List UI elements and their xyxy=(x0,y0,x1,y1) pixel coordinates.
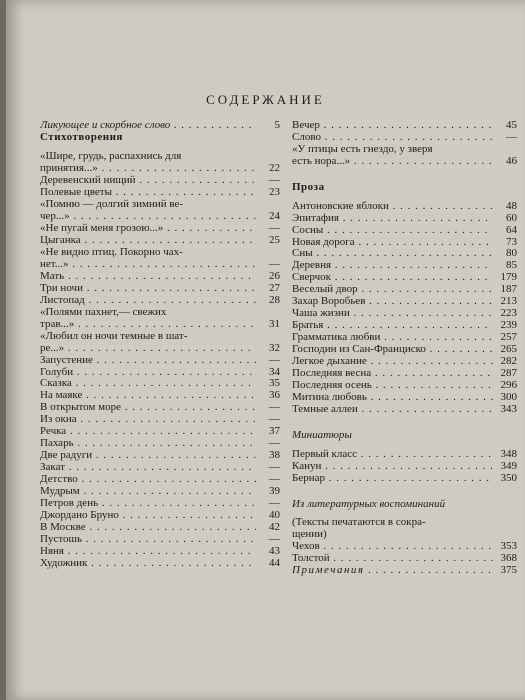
toc-entry xyxy=(292,308,517,320)
toc-entry xyxy=(292,392,517,404)
toc-entry-title: «Не пугай меня грозою...» . . . xyxy=(40,223,256,235)
toc-entry-page: 353 xyxy=(500,540,517,553)
toc-entry-title: «Не видно птиц. Покорно чах- xyxy=(40,246,183,258)
toc-entry-title: принятия...» . . . xyxy=(40,163,256,175)
toc-entry-page: 27 xyxy=(269,281,280,294)
toc-entry-title: Проза xyxy=(292,181,325,193)
toc-entry-page: 22 xyxy=(269,161,280,174)
toc-entry-title: Ликующее и скорбное слово . . . xyxy=(40,120,256,132)
toc-entry xyxy=(292,272,517,284)
toc-entry-title: Захар Воробьев . . . xyxy=(292,296,493,308)
toc-entry xyxy=(40,199,280,211)
toc-entry-title: Закат . . . xyxy=(40,462,256,474)
toc-entry-title: Няня . . . xyxy=(40,546,256,558)
toc-entry-title: Цыганка . . . xyxy=(40,235,256,247)
toc-entry-title: Из литературных воспоминаний xyxy=(292,498,446,510)
toc-entry-page: 32 xyxy=(269,341,280,354)
toc-entry-title: Сказка . . . xyxy=(40,378,256,390)
toc-entry-title: Антоновские яблоки . . . xyxy=(292,201,493,213)
toc-entry-title: Последняя осень . . . xyxy=(292,380,493,392)
toc-entry xyxy=(292,461,517,473)
toc-entry xyxy=(40,486,280,498)
book-page xyxy=(6,0,525,700)
toc-entry-title: Вечер . . . xyxy=(292,120,493,132)
toc-entry xyxy=(40,522,280,534)
toc-entry-title: В открытом море . . . xyxy=(40,402,256,414)
toc-entry xyxy=(40,223,280,235)
toc-entry-page: 73 xyxy=(506,235,517,248)
toc-entry xyxy=(40,558,280,570)
toc-entry-page: 5 xyxy=(274,119,280,131)
toc-entry xyxy=(292,529,517,541)
toc-entry-page: — xyxy=(506,130,517,143)
toc-entry-title: Деревенский нищий . . . xyxy=(40,175,256,187)
toc-entry xyxy=(40,283,280,295)
toc-entry-page: 36 xyxy=(269,389,280,402)
toc-entry-title: Последняя весна . . . xyxy=(292,368,493,380)
toc-entry-page: 25 xyxy=(269,233,280,246)
toc-entry-title: Веселый двор . . . xyxy=(292,284,493,296)
toc-entry-title: Две радуги . . . xyxy=(40,450,256,462)
toc-entry-page: 257 xyxy=(500,331,517,344)
toc-entry-page: 45 xyxy=(506,119,517,131)
toc-entry xyxy=(40,462,280,474)
toc-entry-title: Примечания . . . xyxy=(292,565,493,577)
toc-entry-title: Голуби . . . xyxy=(40,367,256,379)
toc-entry-title: Первый класс . . . xyxy=(292,449,493,461)
toc-entry xyxy=(40,120,280,132)
toc-entry xyxy=(292,284,517,296)
toc-entry-title: есть нора...» . . . xyxy=(292,156,493,168)
toc-entry-title: Запустение . . . xyxy=(40,355,256,367)
toc-entry xyxy=(40,534,280,546)
toc-entry-title: Новая дорога . . . xyxy=(292,237,493,249)
toc-entry-title: Митина любовь . . . xyxy=(292,392,493,404)
toc-entry xyxy=(292,225,517,237)
toc-entry-page: — xyxy=(269,401,280,414)
toc-entry-page: — xyxy=(269,257,280,270)
toc-entry xyxy=(292,201,517,213)
toc-entry-title: Петров день . . . xyxy=(40,498,256,510)
toc-entry xyxy=(40,187,280,199)
toc-entry xyxy=(292,344,517,356)
toc-entry-title: Стихотворения xyxy=(40,131,123,143)
toc-entry-page: 42 xyxy=(269,521,280,534)
toc-entry xyxy=(292,541,517,553)
toc-entry-title: На маяке . . . xyxy=(40,390,256,402)
toc-entry-page: 343 xyxy=(500,403,517,416)
toc-entry-title: Мать . . . xyxy=(40,271,256,283)
toc-entry-title: Речка . . . xyxy=(40,426,256,438)
toc-entry-title: Деревня . . . xyxy=(292,260,493,272)
toc-entry-title: Детство . . . xyxy=(40,474,256,486)
toc-entry-title: «У птицы есть гнездо, у зверя xyxy=(292,143,433,155)
toc-entry-page: 85 xyxy=(506,259,517,272)
toc-entry-title: Сны . . . xyxy=(292,248,493,260)
toc-entry-title: Легкое дыхание . . . xyxy=(292,356,493,368)
toc-entry xyxy=(40,247,280,259)
toc-entry xyxy=(40,402,280,414)
toc-entry xyxy=(40,331,280,343)
toc-entry-page: 265 xyxy=(500,343,517,356)
toc-entry-page: — xyxy=(269,353,280,366)
toc-entry-page: 44 xyxy=(269,557,280,570)
toc-entry xyxy=(40,259,280,271)
toc-entry xyxy=(292,332,517,344)
toc-entry-title: Чаша жизни . . . xyxy=(292,308,493,320)
toc-entry-page: 37 xyxy=(269,425,280,438)
toc-entry xyxy=(40,450,280,462)
toc-entry xyxy=(40,163,280,175)
toc-entry-page: 23 xyxy=(269,185,280,198)
toc-entry xyxy=(40,151,280,163)
toc-entry-title: Три ночи . . . xyxy=(40,283,256,295)
toc-entry-page: 40 xyxy=(269,509,280,522)
toc-entry-page: 39 xyxy=(269,485,280,498)
toc-entry-title: Грамматика любви . . . xyxy=(292,332,493,344)
toc-entry-title: «Полями пахнет,— свежих xyxy=(40,306,167,318)
toc-entry xyxy=(292,565,517,577)
toc-entry-title: чер...» . . . xyxy=(40,211,256,223)
toc-entry-page: 375 xyxy=(500,564,517,577)
toc-entry-title: трав...» . . . xyxy=(40,319,256,331)
toc-entry xyxy=(40,295,280,307)
toc-entry-page: 296 xyxy=(500,379,517,392)
toc-entry-page: 349 xyxy=(500,459,517,472)
toc-entry xyxy=(292,380,517,392)
toc-entry xyxy=(292,132,517,144)
toc-entry-page: — xyxy=(269,413,280,426)
toc-entry xyxy=(40,319,280,331)
toc-entry-title: (Тексты печатаются в сокра- xyxy=(292,517,426,529)
toc-entry-title: Сверчок . . . xyxy=(292,272,493,284)
toc-entry xyxy=(292,430,517,442)
toc-entry-title: нет...» . . . xyxy=(40,259,256,271)
toc-entry-page: 213 xyxy=(500,295,517,308)
toc-entry-page: 64 xyxy=(506,223,517,236)
toc-entry-title: Эпитафия . . . xyxy=(292,213,493,225)
toc-entry-page: 350 xyxy=(500,471,517,484)
toc-entry-title: Мудрым . . . xyxy=(40,486,256,498)
toc-entry xyxy=(292,404,517,416)
toc-entry xyxy=(40,307,280,319)
toc-entry-title: ре...» . . . xyxy=(40,343,256,355)
toc-entry-title: Слово . . . xyxy=(292,132,493,144)
toc-entry xyxy=(40,343,280,355)
toc-entry-page: — xyxy=(269,533,280,546)
toc-entry-page: 348 xyxy=(500,447,517,460)
toc-entry xyxy=(292,499,517,511)
toc-entry-page: — xyxy=(269,437,280,450)
toc-entry xyxy=(40,175,280,187)
toc-entry-title: Бернар . . . xyxy=(292,473,493,485)
toc-entry-title: Пахарь . . . xyxy=(40,438,256,450)
toc-entry xyxy=(40,414,280,426)
toc-entry-title: «Шире, грудь, распахнись для xyxy=(40,150,182,162)
toc-entry xyxy=(40,235,280,247)
toc-entry-title: Толстой . . . xyxy=(292,553,493,565)
toc-entry xyxy=(40,367,280,379)
toc-entry xyxy=(292,156,517,168)
toc-entry xyxy=(292,213,517,225)
toc-entry-page: — xyxy=(269,173,280,186)
toc-entry-page: — xyxy=(269,221,280,234)
toc-left-column xyxy=(40,120,280,570)
toc-entry xyxy=(40,211,280,223)
toc-entry-page: 368 xyxy=(500,552,517,565)
toc-entry xyxy=(40,132,280,144)
toc-entry xyxy=(40,390,280,402)
toc-entry xyxy=(40,355,280,367)
toc-entry-title: Темные аллеи . . . xyxy=(292,404,493,416)
toc-entry xyxy=(292,356,517,368)
toc-entry-page: 26 xyxy=(269,269,280,282)
toc-entry xyxy=(292,120,517,132)
toc-entry-title: В Москве . . . xyxy=(40,522,256,534)
toc-entry-title: Братья . . . xyxy=(292,320,493,332)
toc-entry xyxy=(292,553,517,565)
toc-entry-title: Из окна . . . xyxy=(40,414,256,426)
toc-entry xyxy=(292,296,517,308)
toc-entry xyxy=(40,438,280,450)
toc-entry xyxy=(292,517,517,529)
toc-entry-title: «Любил он ночи темные в шат- xyxy=(40,330,188,342)
toc-entry xyxy=(292,473,517,485)
toc-entry-title: Художник . . . xyxy=(40,558,256,570)
toc-entry xyxy=(292,248,517,260)
toc-entry-page: 48 xyxy=(506,199,517,212)
toc-entry-page: 287 xyxy=(500,367,517,380)
toc-entry-page: 179 xyxy=(500,271,517,284)
toc-entry xyxy=(40,271,280,283)
toc-entry-title: Листопад . . . xyxy=(40,295,256,307)
toc-entry-page: 239 xyxy=(500,319,517,332)
toc-entry-title: щении) xyxy=(292,529,327,541)
toc-entry xyxy=(40,546,280,558)
toc-entry-page: 31 xyxy=(269,317,280,330)
toc-entry xyxy=(292,237,517,249)
toc-entry-title: Канун . . . xyxy=(292,461,493,473)
toc-entry xyxy=(292,182,517,194)
toc-entry xyxy=(292,449,517,461)
toc-entry-page: 60 xyxy=(506,211,517,224)
toc-entry xyxy=(292,368,517,380)
page-title: СОДЕРЖАНИЕ xyxy=(206,92,325,107)
toc-entry-page: 28 xyxy=(269,293,280,306)
toc-entry xyxy=(40,498,280,510)
toc-entry-title: «Помню — долгий зимний ве- xyxy=(40,198,184,210)
toc-entry xyxy=(292,260,517,272)
toc-entry-title: Чехов . . . xyxy=(292,541,493,553)
toc-entry-title: Джордано Бруно . . . xyxy=(40,510,256,522)
toc-entry-page: 187 xyxy=(500,283,517,296)
toc-entry-page: 35 xyxy=(269,377,280,390)
toc-entry-title: Сосны . . . xyxy=(292,225,493,237)
toc-entry xyxy=(40,510,280,522)
toc-entry-page: 223 xyxy=(500,307,517,320)
toc-entry-page: 300 xyxy=(500,391,517,404)
toc-entry-title: Пустошь . . . xyxy=(40,534,256,546)
toc-entry-page: 80 xyxy=(506,247,517,260)
toc-entry xyxy=(292,144,517,156)
toc-entry-page: — xyxy=(269,461,280,474)
toc-entry xyxy=(40,474,280,486)
toc-entry-page: 43 xyxy=(269,545,280,558)
toc-entry-title: Полевые цветы . . . xyxy=(40,187,256,199)
toc-entry xyxy=(40,378,280,390)
toc-entry-page: — xyxy=(269,473,280,486)
toc-entry-title: Миниатюры xyxy=(292,430,352,442)
toc-entry-page: 282 xyxy=(500,355,517,368)
toc-entry-page: 38 xyxy=(269,449,280,462)
toc-entry-page: 24 xyxy=(269,209,280,222)
toc-entry-page: 34 xyxy=(269,365,280,378)
toc-right-column xyxy=(292,120,517,577)
toc-entry-page: 46 xyxy=(506,154,517,167)
toc-entry-title: Господин из Сан-Франциско . . . xyxy=(292,344,493,356)
toc-entry xyxy=(40,426,280,438)
toc-entry xyxy=(292,320,517,332)
toc-entry-page: — xyxy=(269,497,280,510)
